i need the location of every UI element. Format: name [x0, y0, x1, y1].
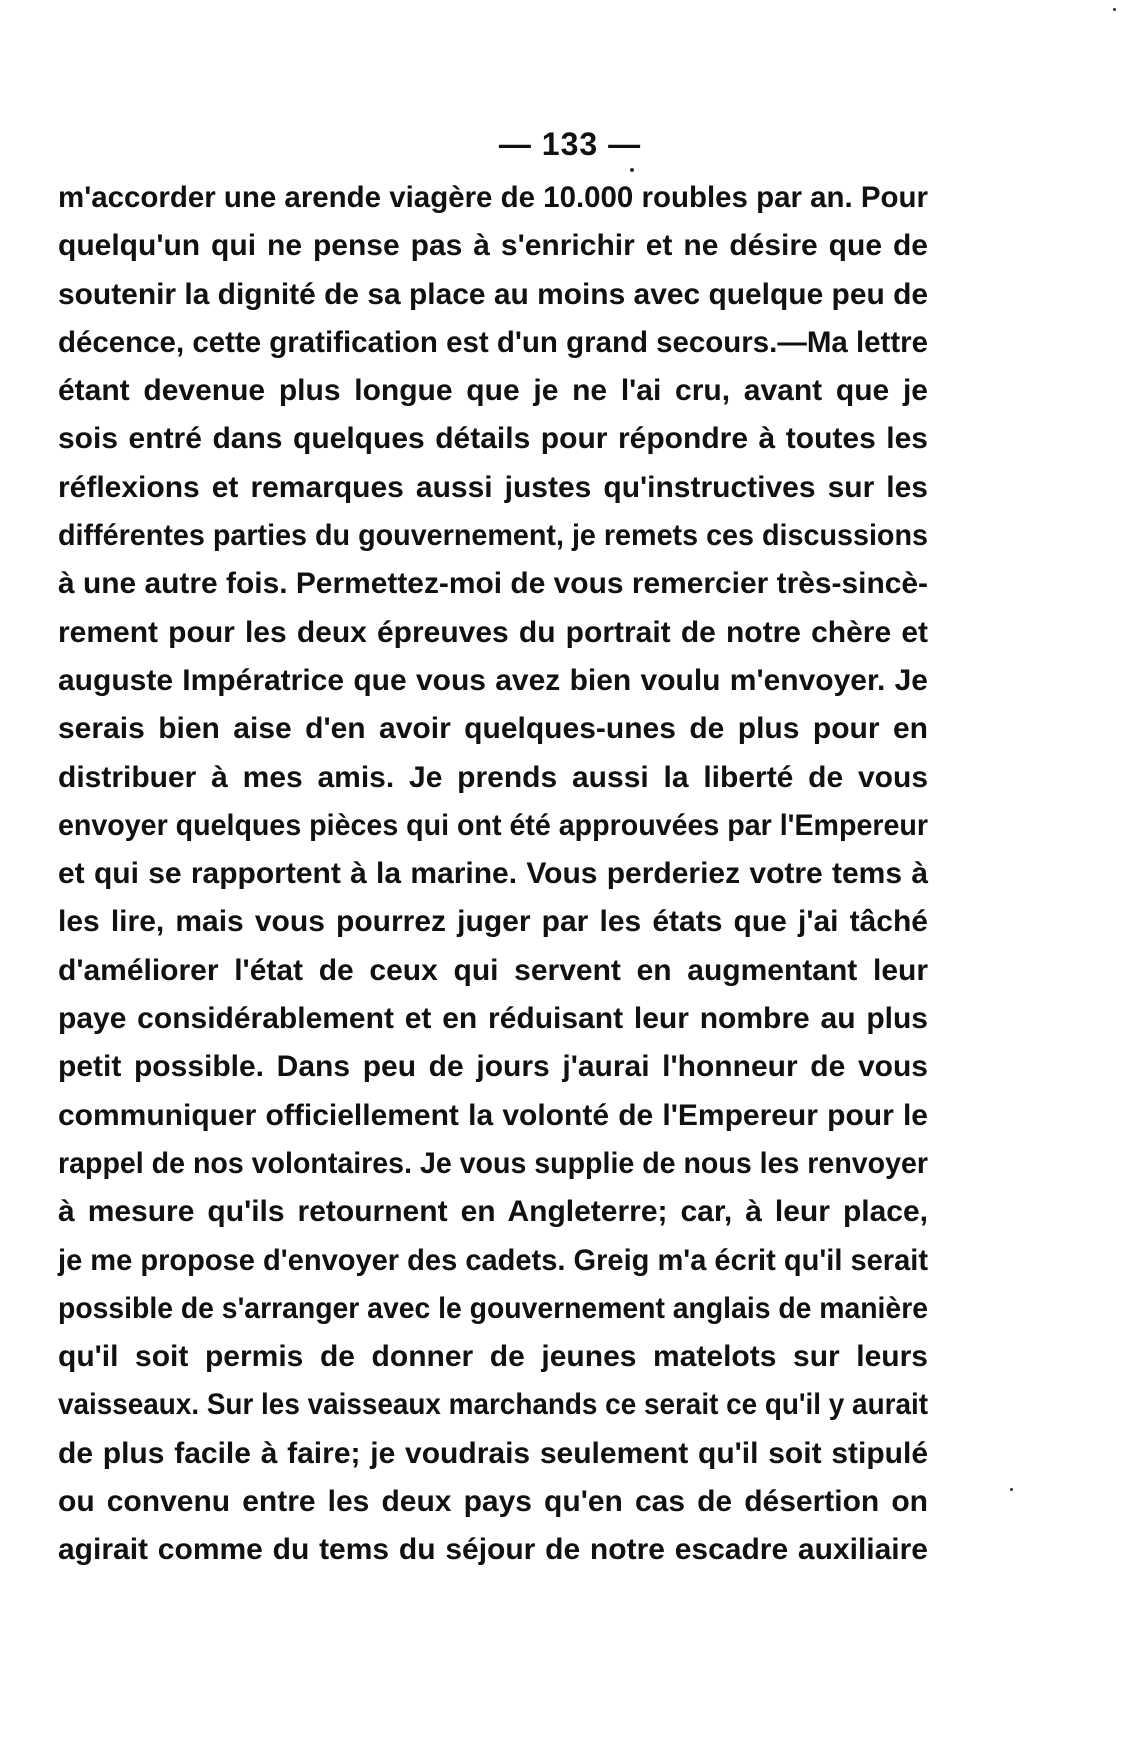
text-line: possible de s'arranger avec le gouvernement anglais de manière [58, 1291, 928, 1325]
text-line: quelqu'un qui ne pense pas à s'enrichir et ne désire que de [58, 229, 928, 263]
text-line: distribuer à mes amis. Je prends aussi la liberté de vous [58, 760, 928, 794]
text-line: étant devenue plus longue que je ne l'ai cru, avant que je [58, 374, 928, 408]
scan-speck [630, 168, 634, 172]
text-line: je me propose d'envoyer des cadets. Greig m'a écrit qu'il serait [58, 1243, 928, 1277]
text-line: rappel de nos volontaires. Je vous supplie de nous les renvoyer [58, 1146, 928, 1180]
text-line: envoyer quelques pièces qui ont été approuvées par l'Empereur [58, 808, 928, 842]
scan-speck [1010, 1488, 1013, 1491]
text-line: paye considérablement et en réduisant leur nombre au plus [58, 1002, 928, 1036]
text-line: et qui se rapportent à la marine. Vous perderiez votre tems à [58, 857, 928, 891]
text-line: rement pour les deux épreuves du portrait de notre chère et [58, 615, 928, 649]
text-line: les lire, mais vous pourrez juger par les états que j'ai tâché [58, 905, 928, 939]
page-number: — 133 — [498, 126, 642, 162]
text-line: d'améliorer l'état de ceux qui servent en augmentant leur [58, 953, 928, 987]
body-text [58, 174, 928, 1575]
text-line: différentes parties du gouvernement, je remets ces discussions [58, 519, 928, 553]
text-line: décence, cette gratification est d'un grand secours.—Ma lettre [58, 325, 928, 359]
scan-speck [1113, 8, 1116, 11]
text-line: vaisseaux. Sur les vaisseaux marchands ce serait ce qu'il y aurait [58, 1388, 928, 1422]
text-line: réflexions et remarques aussi justes qu'instructives sur les [58, 470, 928, 504]
text-line: petit possible. Dans peu de jours j'aurai l'honneur de vous [58, 1050, 928, 1084]
text-line: sois entré dans quelques détails pour répondre à toutes les [58, 422, 928, 456]
text-line: m'accorder une arende viagère de 10.000 roubles par an. Pour [58, 181, 928, 214]
text-line: communiquer officiellement la volonté de l'Empereur pour le [58, 1098, 928, 1132]
text-line: à une autre fois. Permettez-moi de vous remercier très-sincè- [58, 567, 928, 601]
text-line: ou convenu entre les deux pays qu'en cas de désertion on [58, 1485, 928, 1519]
text-line: qu'il soit permis de donner de jeunes matelots sur leurs [58, 1340, 928, 1374]
text-line: soutenir la dignité de sa place au moins avec quelque peu de [58, 277, 928, 311]
text-line: auguste Impératrice que vous avez bien voulu m'envoyer. Je [58, 663, 928, 697]
text-line: à mesure qu'ils retournent en Angleterre; car, à leur place, [58, 1195, 928, 1229]
text-line: agirait comme du tems du séjour de notre escadre auxiliaire [58, 1533, 928, 1567]
text-line: de plus facile à faire; je voudrais seulement qu'il soit stipulé [58, 1436, 928, 1470]
text-line: serais bien aise d'en avoir quelques-unes de plus pour en [58, 712, 928, 746]
